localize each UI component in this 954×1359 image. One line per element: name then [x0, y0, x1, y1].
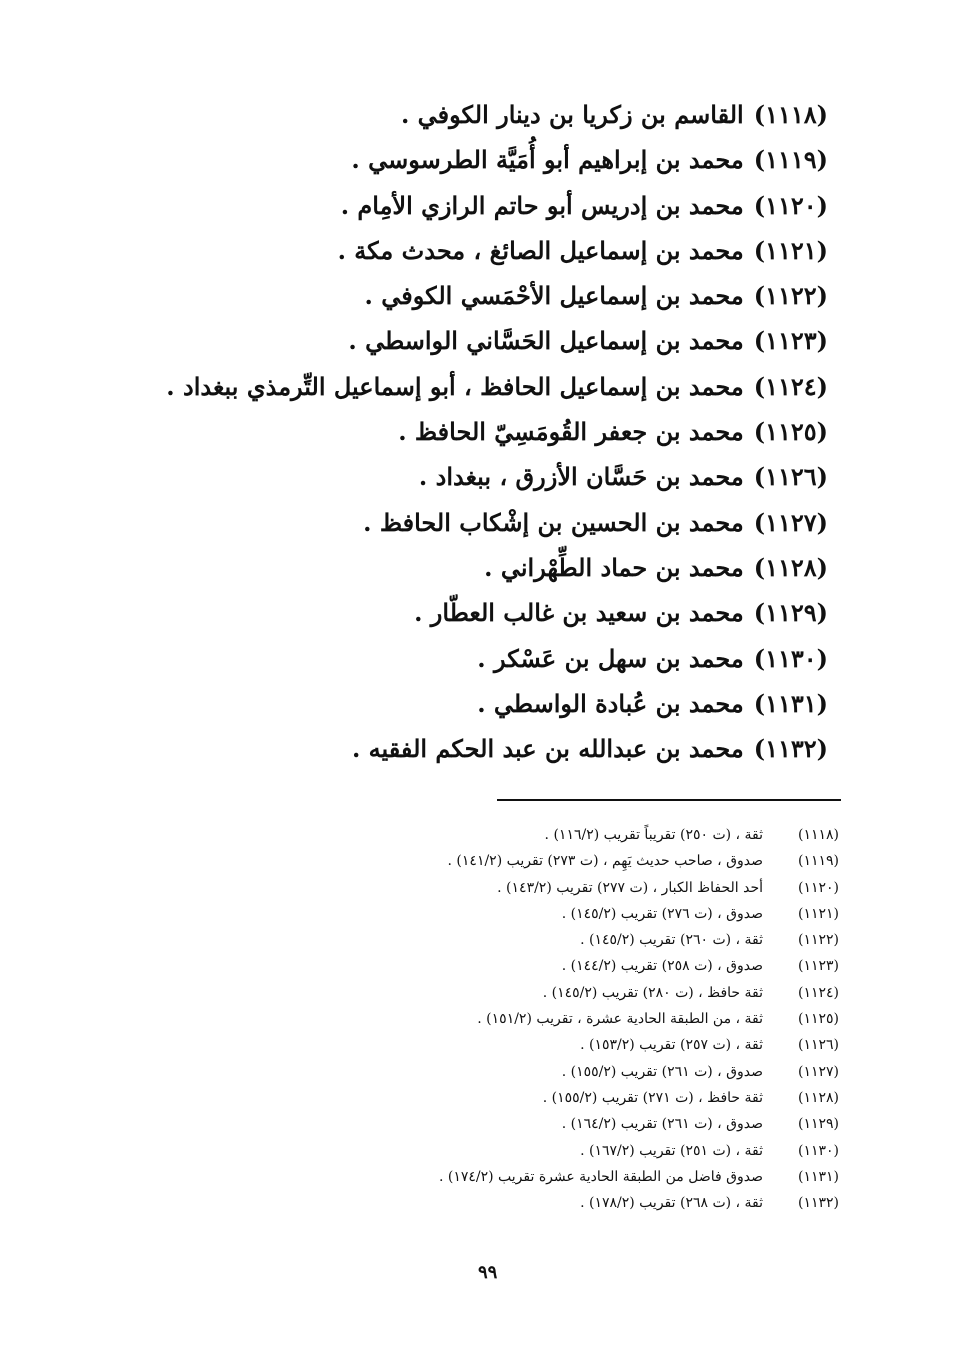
- entry-name: محمد بن حَسَّان الأزرق ، ببغداد .: [418, 462, 744, 492]
- footnote-number: (١١٢١): [797, 905, 839, 922]
- footnote-number: (١١٢٥): [797, 1011, 839, 1028]
- entry-name: محمد بن الحسين بن إشْكاب الحافظ .: [363, 507, 744, 537]
- entry-name: محمد بن سعيد بن غالب العطّار .: [414, 598, 744, 628]
- narrator-entry: [128, 636, 828, 681]
- page-number: ٩٩: [478, 1262, 498, 1283]
- entry-number: (١١٢٥): [753, 417, 828, 447]
- entry-number: (١١٢٨): [753, 552, 828, 582]
- narrator-entry: [128, 92, 828, 137]
- narrator-entry: [128, 681, 828, 726]
- entry-name: محمد بن إدريس أبو حاتم الرازي الأمِام .: [340, 190, 744, 220]
- footnote-number: (١١٢٢): [797, 932, 839, 949]
- footnote-number: (١١٣٠): [797, 1142, 839, 1159]
- entry-number: (١١٢٢): [753, 281, 828, 311]
- footnote: [279, 1059, 839, 1085]
- entry-number: (١١٢٦): [753, 462, 828, 492]
- entry-name: محمد بن إسماعيل الحَسَّاني الواسطي .: [348, 326, 744, 356]
- footnote-text: ثقة ، (ت ٢٥١) تقريب (١٦٧/٢) .: [580, 1142, 763, 1159]
- footnote-text: صدوق ، (ت ٢٧٦) تقريب (١٤٥/٢) .: [561, 905, 763, 922]
- footnote-text: صدوق ، (ت ٢٦١) تقريب (١٥٥/٢) .: [561, 1063, 763, 1080]
- footnote-number: (١١٢٦): [797, 1037, 839, 1054]
- footnote-number: (١١٢٤): [797, 984, 839, 1001]
- footnote: [279, 1032, 839, 1058]
- narrator-entry: [128, 183, 828, 228]
- footnote: [279, 1085, 839, 1111]
- narrator-entry: [128, 409, 828, 454]
- entry-name: محمد بن سهل بن عَسْكر .: [477, 643, 744, 673]
- footnote-divider: [497, 799, 841, 801]
- footnote: [279, 848, 839, 874]
- narrator-entry: [128, 500, 828, 545]
- footnote-text: ثقة ، (ت ٢٦٠) تقريب (١٤٥/٢) .: [580, 932, 763, 949]
- narrator-entry: [128, 228, 828, 273]
- entry-number: (١١١٩): [753, 145, 828, 175]
- entry-number: (١١٣١): [753, 688, 828, 718]
- footnote: [279, 901, 839, 927]
- entry-name: القاسم بن زكريا بن دينار الكوفي .: [400, 100, 744, 129]
- footnote-list: [279, 822, 839, 1216]
- narrator-entry: [128, 590, 828, 635]
- entry-number: (١١٣٠): [753, 643, 828, 673]
- footnote: [279, 822, 839, 848]
- footnote: [279, 1190, 839, 1216]
- entry-name: محمد بن عبدالله بن عبد الحكم الفقيه .: [351, 734, 744, 764]
- entry-number: (١١٢٣): [753, 326, 828, 356]
- entry-name: محمد بن إسماعيل الحافظ ، أبو إسماعيل التِّرمذي ببغداد .: [166, 371, 744, 401]
- footnote-number: (١١١٨): [797, 827, 839, 843]
- entry-name: محمد بن إسماعيل الأحْمَسي الكوفي .: [364, 281, 744, 311]
- footnote-number: (١١٢٧): [797, 1063, 839, 1080]
- footnote: [279, 980, 839, 1006]
- footnote-number: (١١٢٣): [797, 958, 839, 975]
- entry-name: محمد بن جعفر القُومَسِيّ الحافظ .: [398, 417, 744, 447]
- footnote-number: (١١٣١): [797, 1168, 839, 1185]
- footnote-text: ثقة ، (ت ٢٥٧) تقريب (١٥٣/٢) .: [580, 1037, 763, 1054]
- footnote-number: (١١٢٨): [797, 1089, 839, 1106]
- footnote: [279, 1138, 839, 1164]
- narrator-entry: [128, 318, 828, 363]
- entry-number: (١١٢٤): [753, 371, 828, 401]
- entry-name: محمد بن حماد الطِّهْراني .: [484, 552, 744, 582]
- footnote: [279, 927, 839, 953]
- footnote-number: (١١٣٢): [797, 1195, 839, 1212]
- footnote-text: ثقة حافظ ، (ت ٢٨٠) تقريب (١٤٥/٢) .: [542, 984, 763, 1001]
- footnote: [279, 1006, 839, 1032]
- entry-number: (١١٢٩): [753, 598, 828, 628]
- entry-number: (١١٢٧): [753, 507, 828, 537]
- narrator-entry: [128, 545, 828, 590]
- narrator-entry: [128, 137, 828, 182]
- footnote-text: صدوق فاضل من الطبقة الحادية عشرة تقريب (١٧٤/٢) .: [438, 1168, 763, 1185]
- footnote: [279, 1111, 839, 1137]
- footnote-text: ثقة ، (ت ٢٦٨) تقريب (١٧٨/٢) .: [580, 1195, 763, 1212]
- entry-number: (١١٢١): [753, 235, 828, 265]
- footnote: [279, 875, 839, 901]
- narrator-entry: [128, 273, 828, 318]
- footnote-number: (١١٢٩): [797, 1116, 839, 1133]
- entry-name: محمد بن عُبادة الواسطي .: [477, 688, 744, 718]
- entry-number: (١١٢٠): [753, 190, 828, 220]
- narrator-entry: [128, 364, 828, 409]
- entry-name: محمد بن إسماعيل الصائغ ، محدث مكة .: [337, 235, 744, 265]
- narrator-entry: [128, 726, 828, 771]
- footnote-text: أحد الحفاظ الكبار ، (ت ٢٧٧) تقريب (١٤٣/٢) .: [497, 879, 763, 896]
- footnote-text: صدوق ، (ت ٢٦١) تقريب (١٦٤/٢) .: [561, 1116, 763, 1133]
- footnote-text: ثقة ، من الطبقة الحادية عشرة ، تقريب (١٥١/٢) .: [477, 1011, 763, 1028]
- footnote-text: ثقة حافظ ، (ت ٢٧١) تقريب (١٥٥/٢) .: [542, 1089, 763, 1106]
- narrator-list: [128, 92, 828, 771]
- narrator-entry: [128, 454, 828, 499]
- footnote-text: صدوق ، (ت ٢٥٨) تقريب (١٤٤/٢) .: [561, 958, 763, 975]
- entry-name: محمد بن إبراهيم أبو أُمَيَّة الطرسوسي .: [351, 145, 744, 175]
- footnote-number: (١١١٩): [797, 853, 839, 870]
- footnote-number: (١١٢٠): [797, 879, 839, 896]
- footnote-text: ثقة ، (ت ٢٥٠) تقريباً تقريب (١١٦/٢) .: [544, 827, 763, 843]
- footnote: [279, 1164, 839, 1190]
- entry-number: (١١١٨): [753, 100, 828, 129]
- entry-number: (١١٣٢): [753, 734, 828, 764]
- footnote: [279, 953, 839, 979]
- footnote-text: صدوق ، صاحب حديث يَهِم ، (ت ٢٧٣) تقريب (١٤١/٢) .: [447, 853, 763, 870]
